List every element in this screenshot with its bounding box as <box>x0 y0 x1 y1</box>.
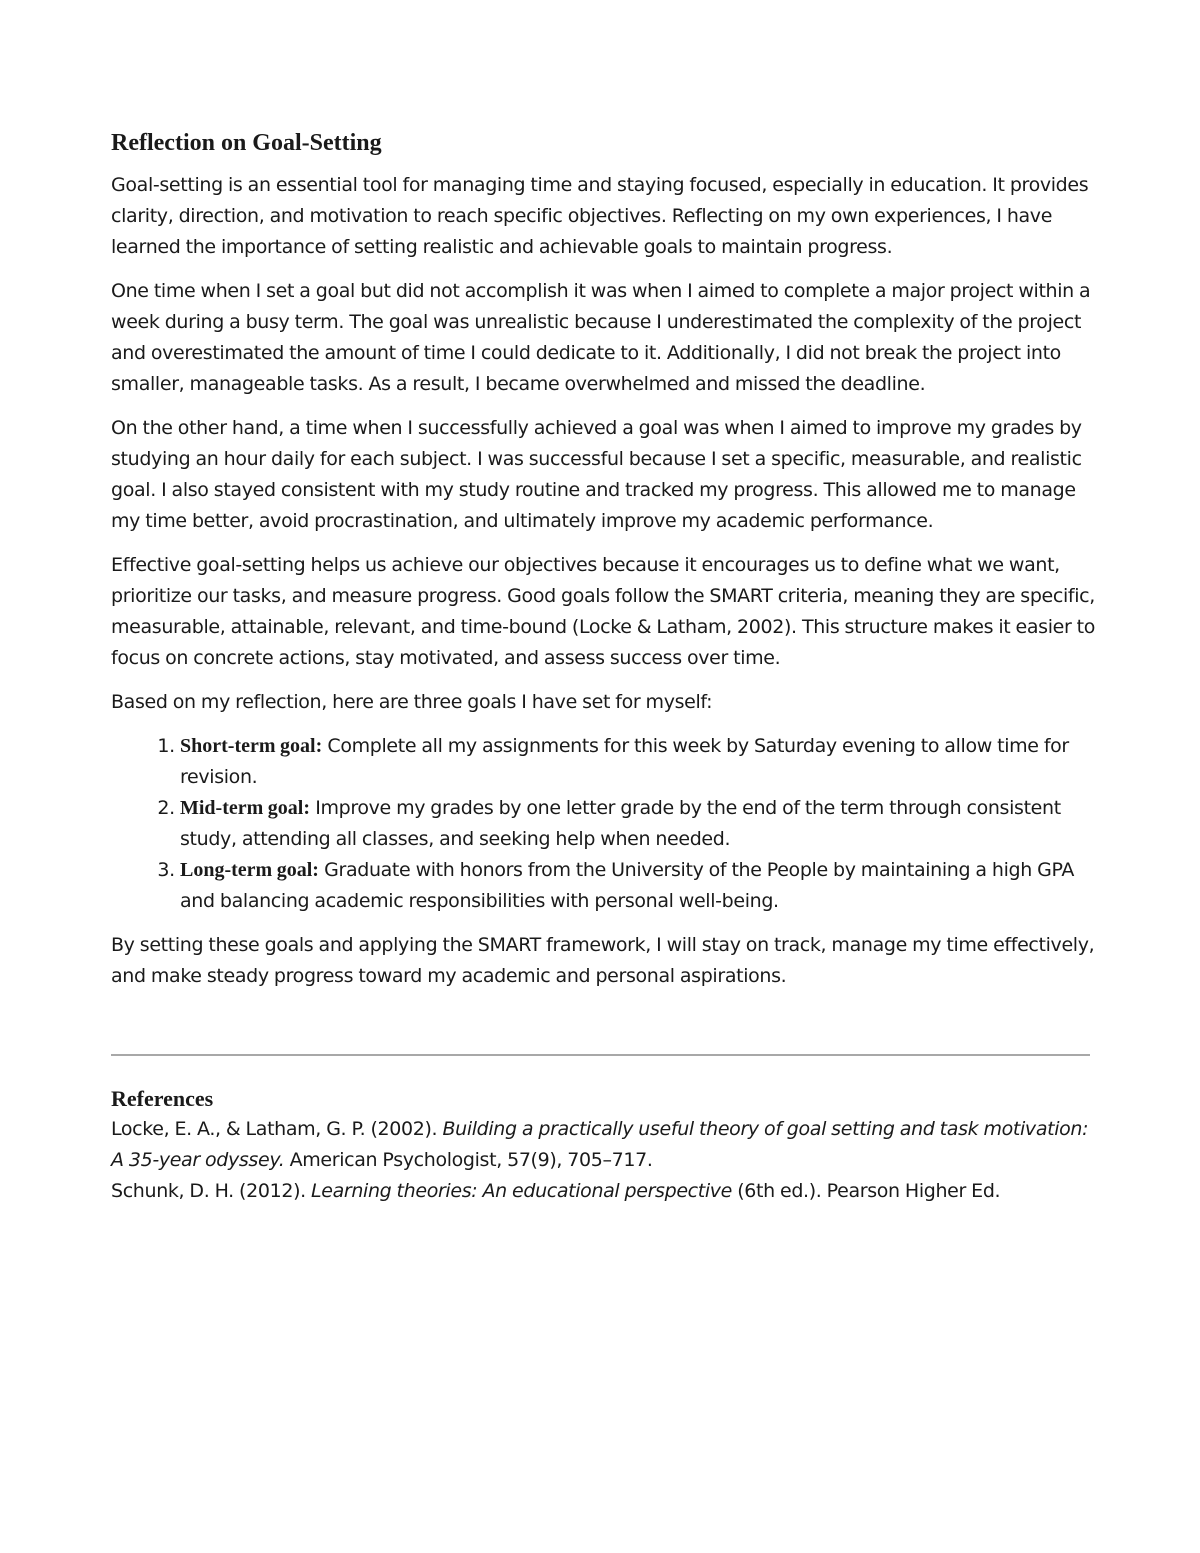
reference-source: (6th ed.). Pearson Higher Ed. <box>732 1180 1001 1202</box>
paragraph-unaccomplished-goal: One time when I set a goal but did not accomplish it was when I aimed to complete a major project within a week during a busy term. The goal was unrealistic because I underestimated the complexity of the project and overestimated the amount of time I could dedicate to it. Additionally, I did not break the project into smaller, manageable tasks. As a result, I became overwhelmed and missed the deadline. <box>111 280 1091 395</box>
reference-title: Building a practically useful theory of goal setting and task motivation: A 35-year odyssey. <box>111 1118 1089 1171</box>
paragraph-closing: By setting these goals and applying the SMART framework, I will stay on track, manage my time effectively, and make steady progress toward my academic and personal aspirations. <box>111 934 1095 987</box>
reference-authors: Locke, E. A., & Latham, G. P. (2002). <box>111 1118 443 1140</box>
references-section <box>111 1084 1096 1207</box>
section-divider <box>111 1054 1090 1056</box>
references-heading: References <box>111 1086 214 1111</box>
document-title: Reflection on Goal-Setting <box>111 130 382 156</box>
reference-item-schunk <box>111 1176 1096 1207</box>
goal-label: Long-term goal: <box>180 859 319 881</box>
goal-text: Graduate with honors from the University of the People by maintaining a high GPA and balancing academic responsibilities with personal well-being. <box>180 859 1075 912</box>
paragraph-achieved-goal: On the other hand, a time when I successfully achieved a goal was when I aimed to improve my grades by studying an hour daily for each subject. I was successful because I set a specific, measurable, and realistic goal. I also stayed consistent with my study routine and tracked my progress. This allowed me to manage my time better, avoid procrastination, and ultimately improve my academic performance. <box>111 417 1082 532</box>
goal-label: Short-term goal: <box>180 735 323 757</box>
reference-authors: Schunk, D. H. (2012). <box>111 1180 312 1202</box>
goal-label: Mid-term goal: <box>180 797 311 819</box>
goal-item-short-term <box>180 731 1096 793</box>
paragraph-effective-goal-setting: Effective goal-setting helps us achieve our objectives because it encourages us to define what we want, prioritize our tasks, and measure progress. Good goals follow the SMART criteria, meaning they are specific, measurable, attainable, relevant, and time-bound (Locke & Latham, 2002). This structure makes it easier to focus on concrete actions, stay motivated, and assess success over time. <box>111 554 1096 669</box>
paragraph-intro: Goal-setting is an essential tool for managing time and staying focused, especially in education. It provides clarity, direction, and motivation to reach specific objectives. Reflecting on my own experiences, I have learned the importance of setting realistic and achievable goals to maintain progress. <box>111 174 1089 258</box>
goal-text: Complete all my assignments for this week by Saturday evening to allow time for revision. <box>180 735 1069 788</box>
goal-text: Improve my grades by one letter grade by the end of the term through consistent study, attending all classes, and seeking help when needed. <box>180 797 1061 850</box>
paragraph-goals-intro: Based on my reflection, here are three goals I have set for myself: <box>111 691 713 713</box>
goals-list <box>111 731 1096 917</box>
reference-source: American Psychologist, 57(9), 705–717. <box>284 1149 653 1171</box>
reference-item-locke <box>111 1114 1096 1176</box>
goal-item-long-term <box>180 855 1096 917</box>
goal-item-mid-term <box>180 793 1096 855</box>
document-body <box>111 128 1096 1005</box>
reference-title: Learning theories: An educational perspective <box>311 1180 733 1202</box>
